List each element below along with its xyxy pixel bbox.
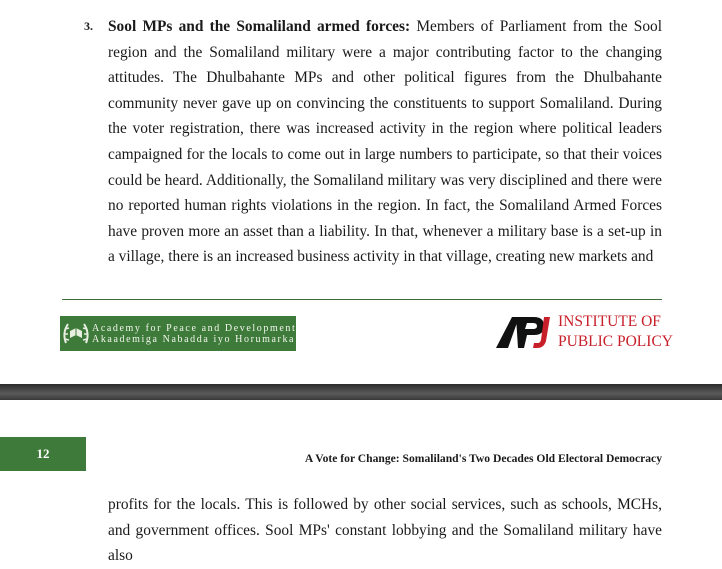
body-paragraph <box>108 14 662 270</box>
body-paragraph-continued: profits for the locals. This is followed by other social services, such as schools, MCHs, and government offices. Sool MPs' constant lobbying and the Somaliland military have also <box>108 496 662 565</box>
paragraph-text: Members of Parliament from the Sool region and the Somaliland military were a major contributing factor to the changing attitudes. The Dhulbahante MPs and other political figures from the Dhulbahante community never gave up on convincing the constituents to support Somaliland. During the voter registration, there was increased activity in the region where political leaders campaigned for the locals to come out in large numbers to participate, so that their voices could be heard. Additionally, the Somaliland military was very disciplined and there were no reported human rights violations in the region. In fact, the Somaliland Armed Forces have proven more an asset than a liability. In that, whenever a military base is a set-up in a village, there is an increased business activity in that village, creating new markets and <box>108 18 662 266</box>
list-item-number: 3. <box>84 19 93 33</box>
page-separator <box>0 384 722 400</box>
page-number: 12 <box>36 446 50 461</box>
ipp-line-1: INSTITUTE OF <box>558 313 661 330</box>
apd-logo <box>60 316 296 351</box>
ipp-line-2: PUBLIC POLICY <box>558 333 673 350</box>
apd-emblem-icon <box>60 316 92 351</box>
apd-wordmark <box>92 323 296 345</box>
apd-name-english: Academy for Peace and Development <box>92 322 296 334</box>
apd-name-somali: Akaademiga Nabadda iyo Horumarka <box>92 333 296 345</box>
paragraph-heading: Sool MPs and the Somaliland armed forces: <box>108 18 417 35</box>
ipp-wordmark <box>558 312 673 352</box>
page-number-badge <box>0 437 86 471</box>
footer-divider <box>62 299 662 300</box>
ipp-mark-icon <box>494 314 554 350</box>
ipp-logo <box>494 312 673 352</box>
running-header-title: A Vote for Change: Somaliland's Two Decades Old Electoral Democracy <box>304 452 662 465</box>
